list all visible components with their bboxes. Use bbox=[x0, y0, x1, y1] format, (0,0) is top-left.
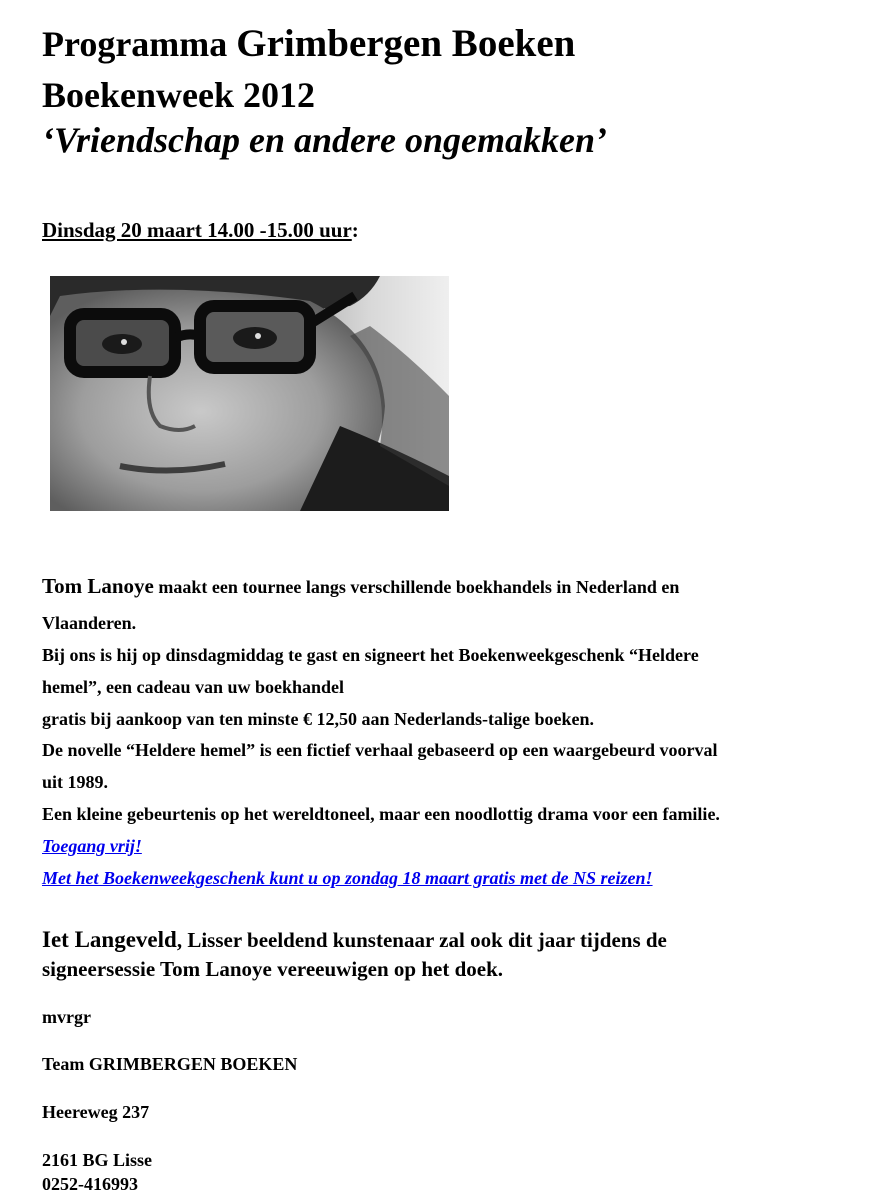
artist-line-1 bbox=[42, 928, 667, 951]
description-line-5: gratis bij aankoop van ten minste € 12,50 aan Nederlands-talige boeken. bbox=[42, 709, 595, 729]
free-entry-link[interactable]: Toegang vrij! bbox=[42, 836, 142, 856]
footer-phone: 0252-416993 bbox=[42, 1174, 138, 1194]
page-subtitle: ‘Vriendschap en andere ongemakken’ bbox=[42, 120, 608, 160]
ns-travel-link[interactable]: Met het Boekenweekgeschenk kunt u op zondag 18 maart gratis met de NS reizen! bbox=[42, 868, 653, 888]
footer-team: Team GRIMBERGEN BOEKEN bbox=[42, 1054, 298, 1074]
description-line-2: Vlaanderen. bbox=[42, 613, 137, 633]
description-line-1 bbox=[42, 576, 679, 597]
title-part-1: Programma bbox=[42, 24, 237, 64]
page-title bbox=[42, 24, 575, 63]
description-line-1-text: maakt een tournee langs verschillende boekhandels in Nederland en bbox=[153, 577, 680, 597]
title-part-2: Grimbergen Boeken bbox=[236, 22, 576, 65]
footer-greeting: mvrgr bbox=[42, 1007, 91, 1027]
description-line-3: Bij ons is hij op dinsdagmiddag te gast en signeert het Boekenweekgeschenk “Heldere bbox=[42, 645, 699, 665]
page-title-line-2: Boekenweek 2012 bbox=[42, 75, 315, 115]
description-line-6: De novelle “Heldere hemel” is een fictief verhaal gebaseerd op een waargebeurd voorval bbox=[42, 740, 718, 760]
author-name: Tom Lanoye bbox=[42, 574, 154, 598]
author-portrait-image bbox=[50, 276, 449, 511]
description-line-4: hemel”, een cadeau van uw boekhandel bbox=[42, 677, 345, 697]
author-photo bbox=[50, 276, 449, 511]
description-line-8: Een kleine gebeurtenis op het wereldtoneel, maar een noodlottig drama voor een familie. bbox=[42, 804, 720, 824]
artist-line-2: signeersessie Tom Lanoye vereeuwigen op het doek. bbox=[42, 957, 504, 981]
footer-city: 2161 BG Lisse bbox=[42, 1150, 153, 1170]
event-date-colon: : bbox=[351, 218, 359, 242]
event-date-text: Dinsdag 20 maart 14.00 -15.00 uur bbox=[42, 218, 352, 242]
footer-street: Heereweg 237 bbox=[42, 1102, 150, 1122]
artist-line-1-text: , Lisser beeldend kunstenaar zal ook dit jaar tijdens de bbox=[176, 928, 667, 952]
description-line-7: uit 1989. bbox=[42, 772, 109, 792]
event-date-heading bbox=[42, 220, 359, 241]
artist-name: Iet Langeveld bbox=[42, 927, 177, 952]
